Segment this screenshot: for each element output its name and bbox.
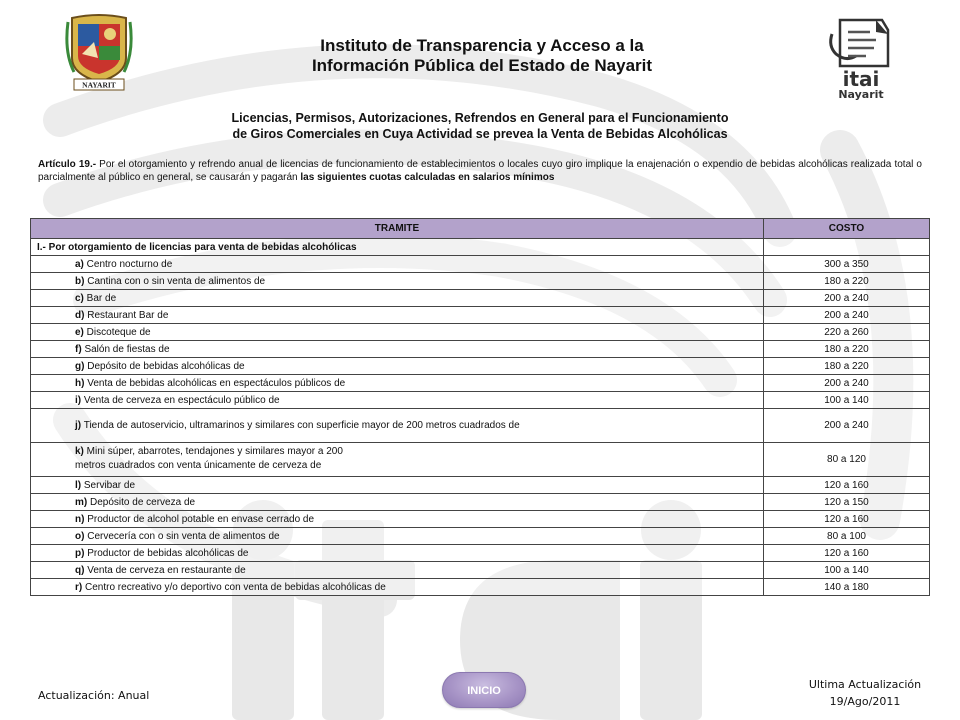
subtitle-line-1: Licencias, Permisos, Autorizaciones, Refrendos en General para el Funcionamiento	[231, 111, 729, 125]
costo-cell: 80 a 100	[764, 528, 930, 545]
title-line-1: Instituto de Transparencia y Acceso a la	[320, 36, 644, 55]
tramite-cell	[31, 324, 764, 341]
item-letter: j)	[75, 420, 82, 431]
item-letter: k)	[75, 445, 84, 457]
item-text: Salón de fiestas de	[81, 343, 170, 355]
tramite-cell	[31, 256, 764, 273]
item-letter: m)	[75, 496, 88, 508]
tramite-cell	[31, 358, 764, 375]
tramite-cell	[31, 562, 764, 579]
tramite-cell	[31, 528, 764, 545]
logo-nayarit-text: Nayarit	[838, 88, 884, 100]
tramite-cell	[31, 307, 764, 324]
item-letter: r)	[75, 581, 83, 593]
item-text: Restaurant Bar de	[84, 309, 169, 321]
item-letter: a)	[75, 258, 84, 270]
costo-cell: 120 a 160	[764, 545, 930, 562]
item-text: Centro nocturno de	[83, 258, 173, 270]
costo-cell: 120 a 150	[764, 494, 930, 511]
item-letter: c)	[75, 292, 84, 304]
table-row	[31, 392, 930, 409]
itai-logo	[826, 16, 896, 100]
tramite-cell	[31, 273, 764, 290]
item-letter: b)	[75, 275, 85, 287]
table-row	[31, 341, 930, 358]
last-update-label: Ultima Actualización	[808, 678, 922, 691]
title-line-2: Información Pública del Estado de Nayarit	[311, 56, 653, 75]
item-text: Cervecería con o sin venta de alimentos de	[84, 530, 280, 542]
table-row	[31, 511, 930, 528]
item-letter: g)	[75, 360, 85, 372]
item-text: Depósito de cerveza de	[87, 496, 196, 508]
header-tramite: TRAMITE	[31, 219, 764, 239]
costo-cell: 140 a 180	[764, 579, 930, 596]
article-label: Artículo 19.-	[38, 159, 97, 170]
article-emphasis: las siguientes cuotas calculadas en salarios mínimos	[300, 172, 555, 183]
item-letter: e)	[75, 326, 84, 338]
item-letter: p)	[75, 547, 85, 559]
table-row	[31, 290, 930, 307]
costo-cell: 180 a 220	[764, 273, 930, 290]
table-row	[31, 409, 930, 443]
costo-cell: 100 a 140	[764, 392, 930, 409]
item-text: Depósito de bebidas alcohólicas de	[84, 360, 245, 372]
tramite-cell	[31, 392, 764, 409]
table-row	[31, 443, 930, 477]
costo-cell: 120 a 160	[764, 477, 930, 494]
update-frequency: Actualización: Anual	[38, 689, 150, 702]
tramite-cell	[31, 443, 764, 477]
item-text: Venta de cerveza en espectáculo público de	[81, 394, 280, 406]
item-text: Discoteque de	[83, 326, 151, 338]
article-text: Por el otorgamiento y refrendo anual de licencias de funcionamiento de establecimientos o locales cuyo giro implique la enajenación o expendio de bebidas alcohólicas realizada total o parcialmente al público en general, se causarán y pagarán	[38, 159, 922, 183]
tramite-cell	[31, 494, 764, 511]
item-text: Cantina con o sin venta de alimentos de	[84, 275, 266, 287]
item-letter: n)	[75, 513, 85, 525]
costo-cell: 200 a 240	[764, 290, 930, 307]
tramite-cell	[31, 290, 764, 307]
costo-cell: 100 a 140	[764, 562, 930, 579]
last-update	[800, 676, 930, 710]
costo-cell: 80 a 120	[764, 443, 930, 477]
table-row	[31, 579, 930, 596]
item-letter: h)	[75, 377, 85, 389]
tramite-cell	[31, 477, 764, 494]
costo-cell: 200 a 240	[764, 375, 930, 392]
item-letter: o)	[75, 530, 85, 542]
item-letter: l)	[75, 479, 82, 491]
item-text: Venta de bebidas alcohólicas en espectáculos públicos de	[84, 377, 346, 389]
costo-cell: 300 a 350	[764, 256, 930, 273]
table-row	[31, 494, 930, 511]
table-header-row	[31, 219, 930, 239]
item-text: Venta de cerveza en restaurante de	[84, 564, 246, 576]
costo-cell: 200 a 240	[764, 409, 930, 443]
subtitle-line-2: de Giros Comerciales en Cuya Actividad se prevea la Venta de Bebidas Alcohólicas	[232, 127, 728, 141]
inicio-button[interactable]: INICIO	[442, 672, 526, 708]
table-row	[31, 273, 930, 290]
section-title: I.- Por otorgamiento de licencias para venta de bebidas alcohólicas	[31, 239, 764, 256]
item-text: Productor de bebidas alcohólicas de	[84, 547, 249, 559]
table-row	[31, 358, 930, 375]
table-row	[31, 375, 930, 392]
table-row	[31, 562, 930, 579]
table-row	[31, 256, 930, 273]
tramite-cell	[31, 545, 764, 562]
section-row	[31, 239, 930, 256]
tramite-cell	[31, 409, 764, 443]
costo-cell: 180 a 220	[764, 358, 930, 375]
costo-cell: 220 a 260	[764, 324, 930, 341]
item-letter: f)	[75, 343, 82, 355]
article-paragraph	[38, 158, 922, 184]
item-text: Mini súper, abarrotes, tendajones y similares mayor a 200	[83, 445, 343, 457]
item-letter: i)	[75, 394, 82, 406]
costo-cell: 180 a 220	[764, 341, 930, 358]
section-costo-empty	[764, 239, 930, 256]
tramite-cell	[31, 511, 764, 528]
header-costo: COSTO	[764, 219, 930, 239]
table-row	[31, 545, 930, 562]
item-text: Servibar de	[81, 479, 136, 491]
last-update-date: 19/Ago/2011	[829, 695, 901, 708]
page-title	[240, 36, 724, 76]
tramite-cell	[31, 375, 764, 392]
item-text: Bar de	[83, 292, 117, 304]
logo-itai-text: itai	[842, 67, 880, 91]
seal-label: NAYARIT	[82, 80, 116, 90]
item-text: Centro recreativo y/o deportivo con venta de bebidas alcohólicas de	[82, 581, 386, 593]
table-row	[31, 477, 930, 494]
costo-cell: 120 a 160	[764, 511, 930, 528]
item-letter: d)	[75, 309, 85, 321]
item-text: Tienda de autoservicio, ultramarinos y similares con superficie mayor de 200 metros cuadrados de	[81, 420, 520, 431]
document-subtitle	[180, 110, 780, 142]
tramite-cell	[31, 341, 764, 358]
tramite-cell	[31, 579, 764, 596]
table-row	[31, 528, 930, 545]
costo-cell: 200 a 240	[764, 307, 930, 324]
item-text: Productor de alcohol potable en envase cerrado de	[84, 513, 315, 525]
item-letter: q)	[75, 564, 85, 576]
nayarit-seal-logo	[64, 12, 134, 92]
fee-table	[30, 218, 930, 596]
table-row	[31, 324, 930, 341]
item-text-line-2: metros cuadrados con venta únicamente de cerveza de	[75, 459, 322, 471]
table-row	[31, 307, 930, 324]
